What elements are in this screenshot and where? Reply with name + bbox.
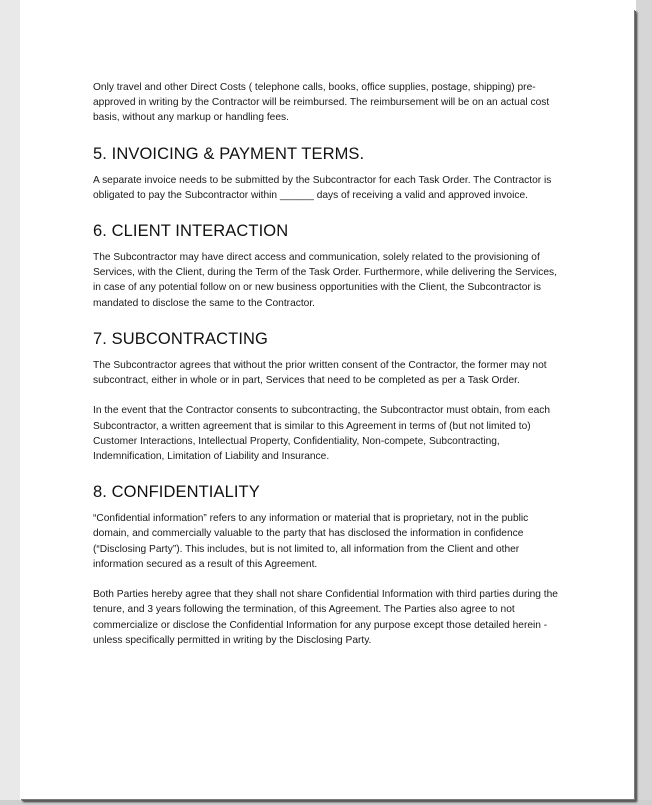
- viewer-background-left: [0, 0, 20, 805]
- subcontracting-paragraph-1: The Subcontractor agrees that without the prior written consent of the Contractor, the former may not subcontract, either in whole or in part, Services that need to be completed as per a Task Order.: [93, 359, 547, 387]
- section-heading-invoicing: 5. INVOICING & PAYMENT TERMS.: [93, 144, 365, 163]
- confidentiality-paragraph-1: “Confidential information” refers to any information or material that is proprietary, not in the public domain, and commercially valuable to the party that has disclosed the information in confidence (“Disclosing Party”). This includes, but is not limited to, all information from the Client and other information secured as a result of this Agreement.: [93, 513, 529, 570]
- section-heading-client-interaction: 6. CLIENT INTERACTION: [93, 222, 289, 241]
- intro-paragraph: Only travel and other Direct Costs ( telephone calls, books, office supplies, postage, shipping) pre-approved in writing by the Contractor will be reimbursed. The reimbursement will be on an actual cost basis, without any markup or handling fees.: [93, 82, 550, 124]
- invoicing-paragraph: A separate invoice needs to be submitted by the Subcontractor for each Task Order. The Contractor is obligated to pay the Subcontractor within ______ days of receiving a valid and approved invoice.: [93, 174, 552, 201]
- client-interaction-paragraph: The Subcontractor may have direct access and communication, solely related to the provisioning of Services, with the Client, during the Term of the Task Order. Furthermore, while delivering the Services, in case of any potential follow on or new business opportunities with the Client, the Subcontractor is mandated to disclose the same to the Contractor.: [93, 252, 557, 309]
- viewer-background-right: [636, 0, 652, 805]
- section-heading-subcontracting: 7. SUBCONTRACTING: [93, 329, 268, 348]
- subcontracting-paragraph-2: In the event that the Contractor consents to subcontracting, the Subcontractor must obtain, from each Subcontractor, a written agreement that is similar to this Agreement in terms of (but not limited to) Customer Interactions, Intellectual Property, Confidentiality, Non-compete, Subcontracting, Indemnification, Limitation of Liability and Insurance.: [93, 405, 550, 463]
- page-content: [93, 80, 565, 648]
- confidentiality-paragraph-2: Both Parties hereby agree that they shall not share Confidential Information with third parties during the tenure, and 3 years following the termination, of this Agreement. The Parties also agree to not commercialize or disclose the Confidential Information for any purpose except those detailed herein - unless specifically permitted in writing by the Disclosing Party.: [93, 589, 558, 646]
- section-heading-confidentiality: 8. CONFIDENTIALITY: [93, 483, 260, 502]
- viewer-background-bottom: [0, 800, 652, 805]
- document-page: [20, 9, 634, 799]
